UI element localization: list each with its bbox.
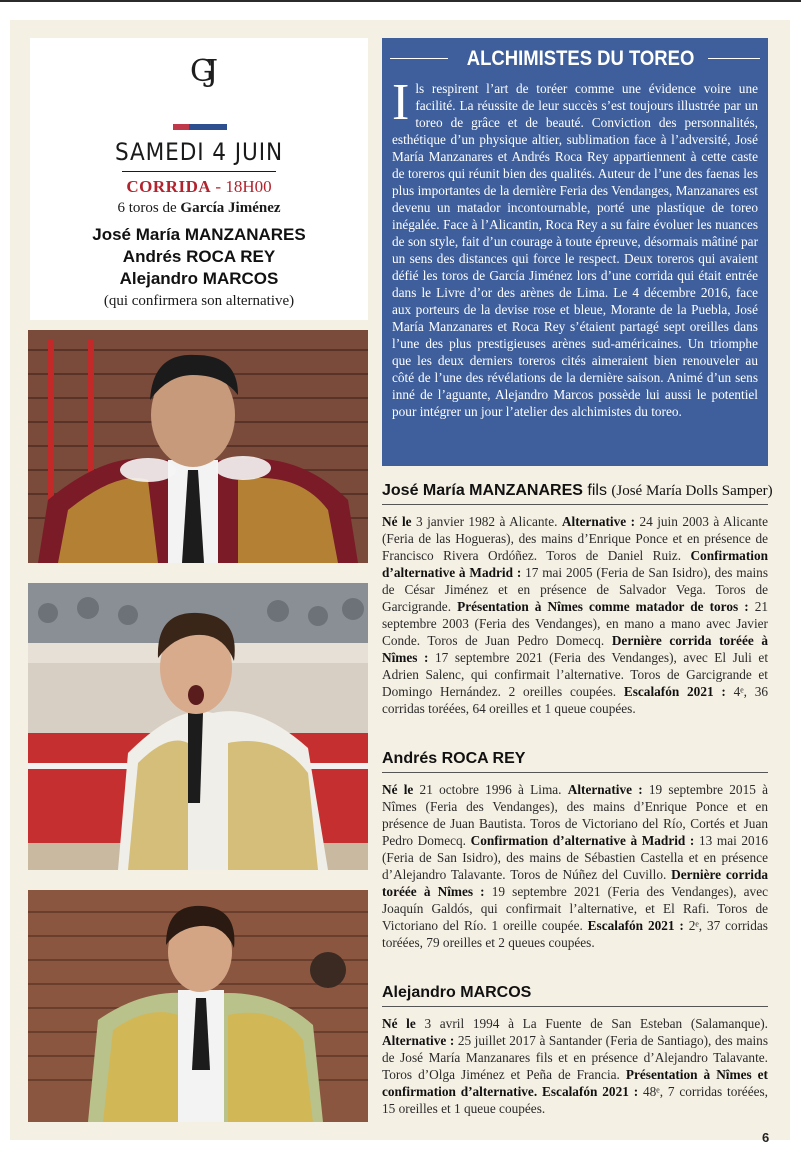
bio-heading: [382, 748, 768, 773]
top-rule: [0, 0, 801, 2]
header-rule-right: [708, 58, 760, 59]
bio-field-label: Alternative :: [561, 514, 636, 529]
bio-name: Alejandro MARCOS: [382, 984, 532, 1001]
bio-field-text: 17 septembre 2021 (Feria des Vendanges), avec El Juli et Adrien Salenc, qui confirmait l’alternative. Toros de Garcigrande et Domingo Hernández. 2 oreilles coupées.: [382, 650, 769, 699]
fighter-name: José María MANZANARES: [92, 225, 306, 244]
bulls-line: 6 toros de García Jiménez: [117, 200, 281, 216]
bio-text: [382, 513, 768, 717]
event-type-label: CORRIDA: [126, 177, 212, 196]
photo-marcos: [28, 890, 368, 1122]
bio-field-text: 3 avril 1994 à La Fuente de San Esteban (Salamanque).: [415, 1016, 768, 1031]
logo-monogram: GJ: [190, 54, 210, 89]
bio-field-text: 2ᵉ, 37 corridas toréées, 79 oreilles et 2 queues coupées.: [382, 918, 768, 950]
arena-logo: [180, 50, 220, 102]
bio-text: [382, 781, 768, 951]
bio-field-text: 24 juin 2003 à Alicante (Feria de las Hogueras), des mains d’Enrique Ponce et en présence de Francisco Rivera Ordóñez. Toros de Daniel Ruiz.: [382, 514, 769, 563]
bio-field-text: 17 mai 2005 (Feria de San Isidro), des mains de César Jiménez et en présence de Salvador Vega. Toros de Garcigrande.: [382, 565, 768, 614]
bio-heading: [382, 982, 768, 1007]
event-time: 18H00: [225, 177, 272, 196]
bio-field-text: 19 septembre 2021 (Feria des Vendanges), avec Joaquín Galdós, qui confirmait l’alternative, et El Rafi. Toros de Victoriano del Río. 1 oreille coupée.: [382, 884, 768, 933]
bio-field-label: Dernière corrida toréée à Nîmes :: [382, 633, 768, 665]
bio-field-label: Escalafón 2021 :: [623, 684, 726, 699]
bio-field-label: Né le: [382, 514, 412, 529]
page-number: 6: [762, 1130, 770, 1145]
bio-field-label: Né le: [382, 1016, 416, 1031]
bio-field-text: 48ᵉ, 7 corridas toréées, 15 oreilles et 1 queue coupées.: [382, 1084, 769, 1116]
bio-field-label: Escalafón 2021 :: [542, 1084, 639, 1099]
bio-marcos: [382, 982, 768, 1117]
bio-field-text: 13 mai 2016 (Feria de San Isidro), des mains de Sébastien Castella et en présence d’Alejandro Talavante. Toros de Núñez del Cuvillo.: [382, 833, 768, 882]
fighter-name: Alejandro MARCOS: [119, 269, 279, 288]
bio-name: Andrés ROCA REY: [382, 750, 526, 767]
photo-manzanares: [28, 330, 368, 563]
bio-field-text: 25 juillet 2017 à Santander (Feria de Santiago), des mains de José María Manzanares fils et en présence d’Alejandro Talavante. Toros d’Olga Jiménez et Peña de Francia.: [382, 1033, 769, 1082]
bio-field-text: 4ᵉ, 36 corridas toréées, 64 oreilles et 1 queue coupées.: [382, 684, 769, 716]
bio-field-label: Présentation à Nîmes et confirmation d’alternative.: [382, 1067, 768, 1099]
bio-name: José María MANZANARES: [382, 482, 583, 499]
bio-heading: José María MANZANARES fils (José María Dolls Samper): [382, 480, 768, 505]
bio-manzanares: [382, 480, 773, 717]
photo-roca-rey: [28, 583, 368, 870]
date-underline: [122, 171, 276, 172]
feature-header: [382, 44, 768, 74]
feature-text: [392, 74, 758, 420]
bio-roca-rey: [382, 748, 768, 951]
confirmation-note: (qui confirmera son alternative): [103, 293, 295, 309]
bio-field-text: 21 octobre 1996 à Lima.: [413, 782, 568, 797]
feature-box: [382, 38, 768, 466]
bio-field-label: Confirmation d’alternative à Madrid :: [382, 548, 768, 580]
event-card: [30, 38, 368, 320]
feature-paragraph: ls respirent l’art de toréer comme une évidence voire une facilité. La réussite de leur succès s’est toujours illustrée par un toreo de grâce et de beauté. Conviction des personnalités, esthétique d’un physique altier, sublimation face à l’adversité, José María Manzanares et Andrés Roca Rey appartiennent à cette caste de toreros qui réunit bien des qualités. Auteur de l’une des faenas les plus importantes de la dernière Feria des Vendanges, Manzanares est devenu un matador incontournable, porté une plastique de toreo inégalée. Face à l’Alicantin, Roca Rey a su faire évoluer les nuances de son style, fait d’un courage à toute épreuve, désormais mâtiné par un sens des distances qui force le respect. Deux toreros qui avaient défié les toros de García Jiménez lors d’une corrida qui était entrée dans le Livre d’or des arènes de Lima. Le 4 décembre 2016, face aux porteurs de la devise rose et bleue, Morante de la Puebla, José María Manzanares et Roca Rey s’étaient partagé sept oreilles dans l’une des plus prestigieuses arènes sud-américaines. Un triomphe que les deux derniers toreros cités aimeraient bien renouveler au côté de l’une des révélations de la dernière saison. Animé d’un sens inné de l’aguante, Alejandro Marcos possède lui aussi le potentiel pour intégrer un jour l’atelier des alchimistes du toreo.: [392, 81, 758, 419]
event-date: SAMEDI 4 JUIN: [114, 138, 284, 166]
drop-cap: I: [392, 74, 410, 131]
bio-field-text: 19 septembre 2015 à Nîmes (Feria des Vendanges), des mains d’Enrique Ponce et en présence de Juan Bautista. Toros de Victoriano del Río, Cortés et Juan Pedro Domecq.: [382, 782, 768, 848]
bio-field-label: Né le: [382, 782, 414, 797]
bio-field-text: 3 janvier 1982 à Alicante.: [411, 514, 562, 529]
bio-field-label: Dernière corrida toréée à Nîmes :: [382, 867, 768, 899]
header-rule-left: [390, 58, 448, 59]
event-type-line: CORRIDA - 18H00: [126, 177, 272, 196]
bio-field-text: 21 septembre 2003 (Feria des Vendanges), en mano a mano avec Javier Conde. Toros de Juan Pedro Domecq.: [382, 599, 768, 648]
fighter-name: Andrés ROCA REY: [122, 247, 276, 266]
bio-field-label: Confirmation d’alternative à Madrid :: [470, 833, 695, 848]
bio-field-label: Présentation à Nîmes comme matador de toros :: [457, 599, 749, 614]
breeder-name: García Jiménez: [180, 200, 281, 216]
bio-field-label: Alternative :: [567, 782, 643, 797]
bio-field-label: Escalafón 2021 :: [587, 918, 684, 933]
logo-color-bar: [173, 124, 227, 130]
feature-title: ALCHIMISTES DU TOREO: [466, 47, 695, 70]
bio-text: [382, 1015, 768, 1117]
bio-subtitle: (José María Dolls Samper): [611, 483, 773, 499]
bio-field-label: Alternative :: [382, 1033, 455, 1048]
fighter-list: [30, 224, 368, 311]
magazine-page: [10, 20, 790, 1145]
